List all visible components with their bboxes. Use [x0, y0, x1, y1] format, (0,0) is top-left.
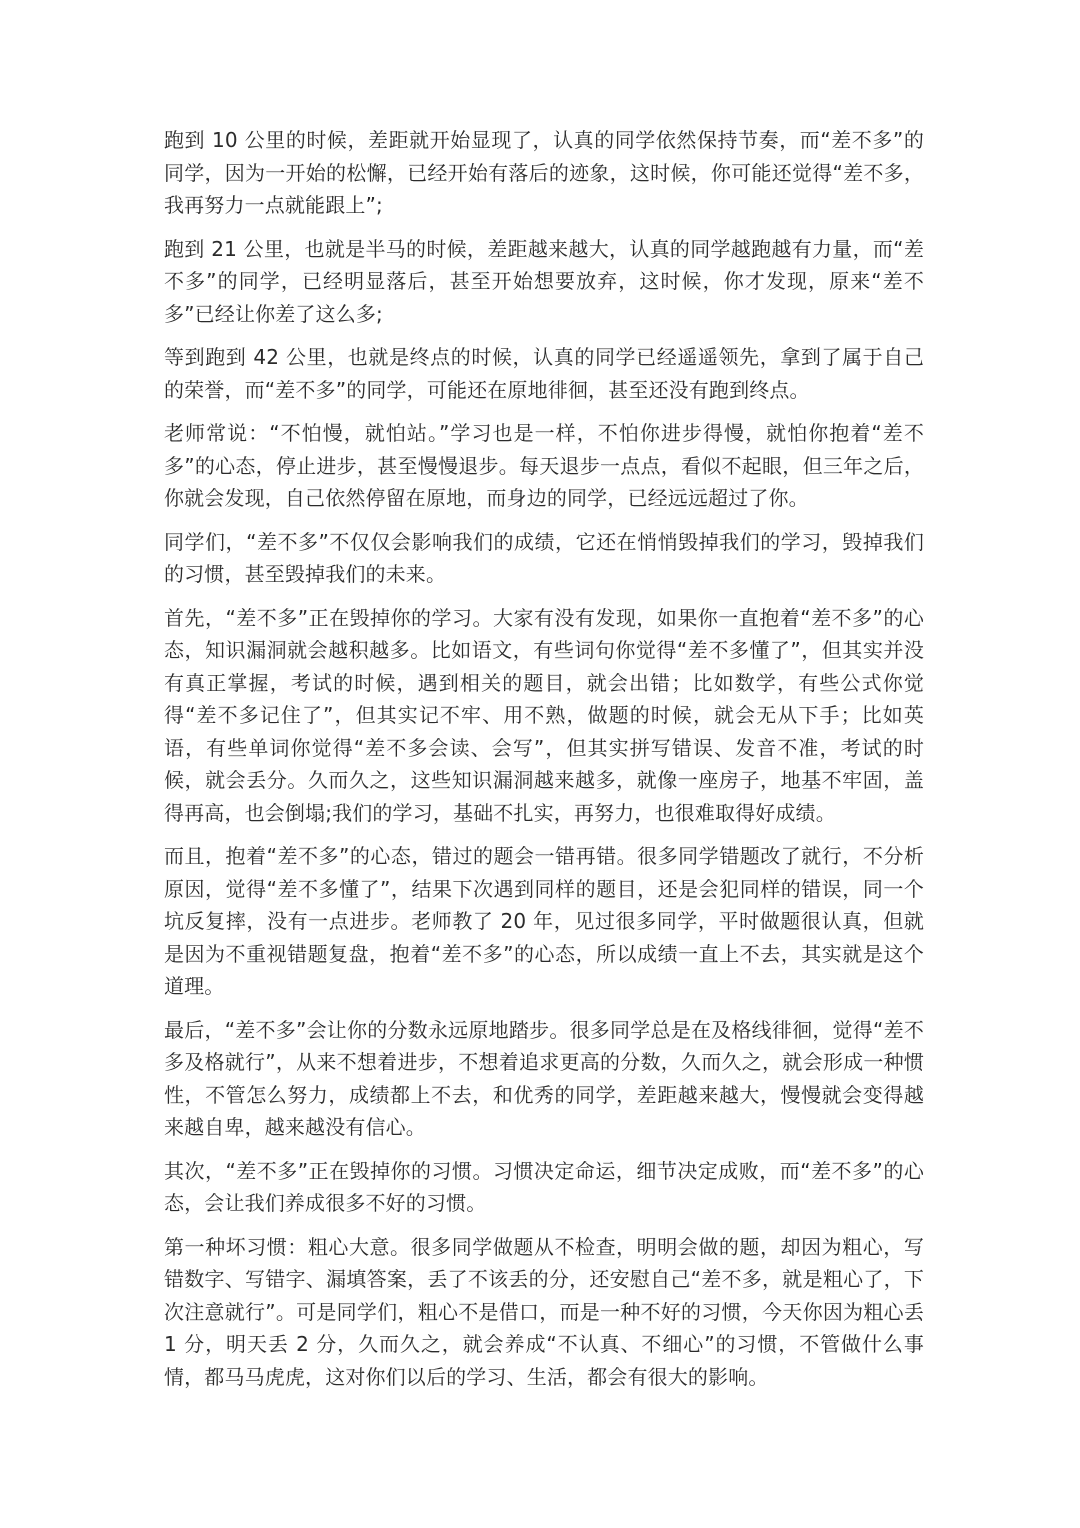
- paragraph-classmates: 同学们，“差不多”不仅仅会影响我们的成绩，它还在悄悄毁掉我们的学习，毁掉我们的习惯，甚至毁掉我们的未来。: [164, 529, 924, 586]
- paragraph-mistakes: 而且，抱着“差不多”的心态，错过的题会一错再错。很多同学错题改了就行，不分析原因，觉得“差不多懂了”，结果下次遇到同样的题目，还是会犯同样的错误，同一个坑反复摔，没有一点进步。老师教了 20 年，见过很多同学，平时做题很认真，但就是因为不重视错题复盘，抱着“差不多”的心态，所以成绩一直上不去，其实就是这个道理。: [164, 844, 924, 998]
- paragraph-scores: 最后，“差不多”会让你的分数永远原地踏步。很多同学总是在及格线徘徊，觉得“差不多及格就行”，从来不想着进步，不想着追求更高的分数，久而久之，就会形成一种惯性，不管怎么努力，成绩都上不去，和优秀的同学，差距越来越大，慢慢就会变得越来越自卑，越来越没有信心。: [164, 1017, 924, 1139]
- paragraph-21km: 跑到 21 公里，也就是半马的时候，差距越来越大，认真的同学越跑越有力量，而“差不多”的同学，已经明显落后，甚至开始想要放弃，这时候，你才发现，原来“差不多”已经让你差了这么多;: [164, 236, 924, 326]
- paragraph-first-study: 首先，“差不多”正在毁掉你的学习。大家有没有发现，如果你一直抱着“差不多”的心态，知识漏洞就会越积越多。比如语文，有些词句你觉得“差不多懂了”，但其实并没有真正掌握，考试的时候，遇到相关的题目，就会出错；比如数学，有些公式你觉得“差不多记住了”，但其实记不牢、用不熟，做题的时候，就会无从下手；比如英语，有些单词你觉得“差不多会读、会写”，但其实拼写错误、发音不准，考试的时候，就会丢分。久而久之，这些知识漏洞越来越多，就像一座房子，地基不牢固，盖得再高，也会倒塌;我们的学习，基础不扎实，再努力，也很难取得好成绩。: [164, 605, 924, 825]
- paragraph-careless-habit: 第一种坏习惯：粗心大意。很多同学做题从不检查，明明会做的题，却因为粗心，写错数字、写错字、漏填答案，丢了不该丢的分，还安慰自己“差不多，就是粗心了，下次注意就行”。可是同学们，粗心不是借口，而是一种不好的习惯，今天你因为粗心丢 1 分，明天丢 2 分，久而久之，就会养成“不认真、不细心”的习惯，不管做什么事情，都马马虎虎，这对你们以后的学习、生活，都会有很大的影响。: [164, 1234, 924, 1389]
- paragraph-teacher-saying: 老师常说：“不怕慢，就怕站。”学习也是一样，不怕你进步得慢，就怕你抱着“差不多”的心态，停止进步，甚至慢慢退步。每天退步一点点，看似不起眼，但三年之后，你就会发现，自己依然停留在原地，而身边的同学，已经远远超过了你。: [164, 421, 924, 510]
- paragraph-second-habits: 其次，“差不多”正在毁掉你的习惯。习惯决定命运，细节决定成败，而“差不多”的心态，会让我们养成很多不好的习惯。: [164, 1158, 924, 1215]
- paragraph-42km: 等到跑到 42 公里，也就是终点的时候，认真的同学已经遥遥领先，拿到了属于自己的荣誉，而“差不多”的同学，可能还在原地徘徊，甚至还没有跑到终点。: [164, 345, 924, 402]
- article-body: [164, 124, 924, 1404]
- paragraph-10km: 跑到 10 公里的时候，差距就开始显现了，认真的同学依然保持节奏，而“差不多”的同学，因为一开始的松懈，已经开始有落后的迹象，这时候，你可能还觉得“差不多，我再努力一点就能跟上”;: [164, 128, 924, 217]
